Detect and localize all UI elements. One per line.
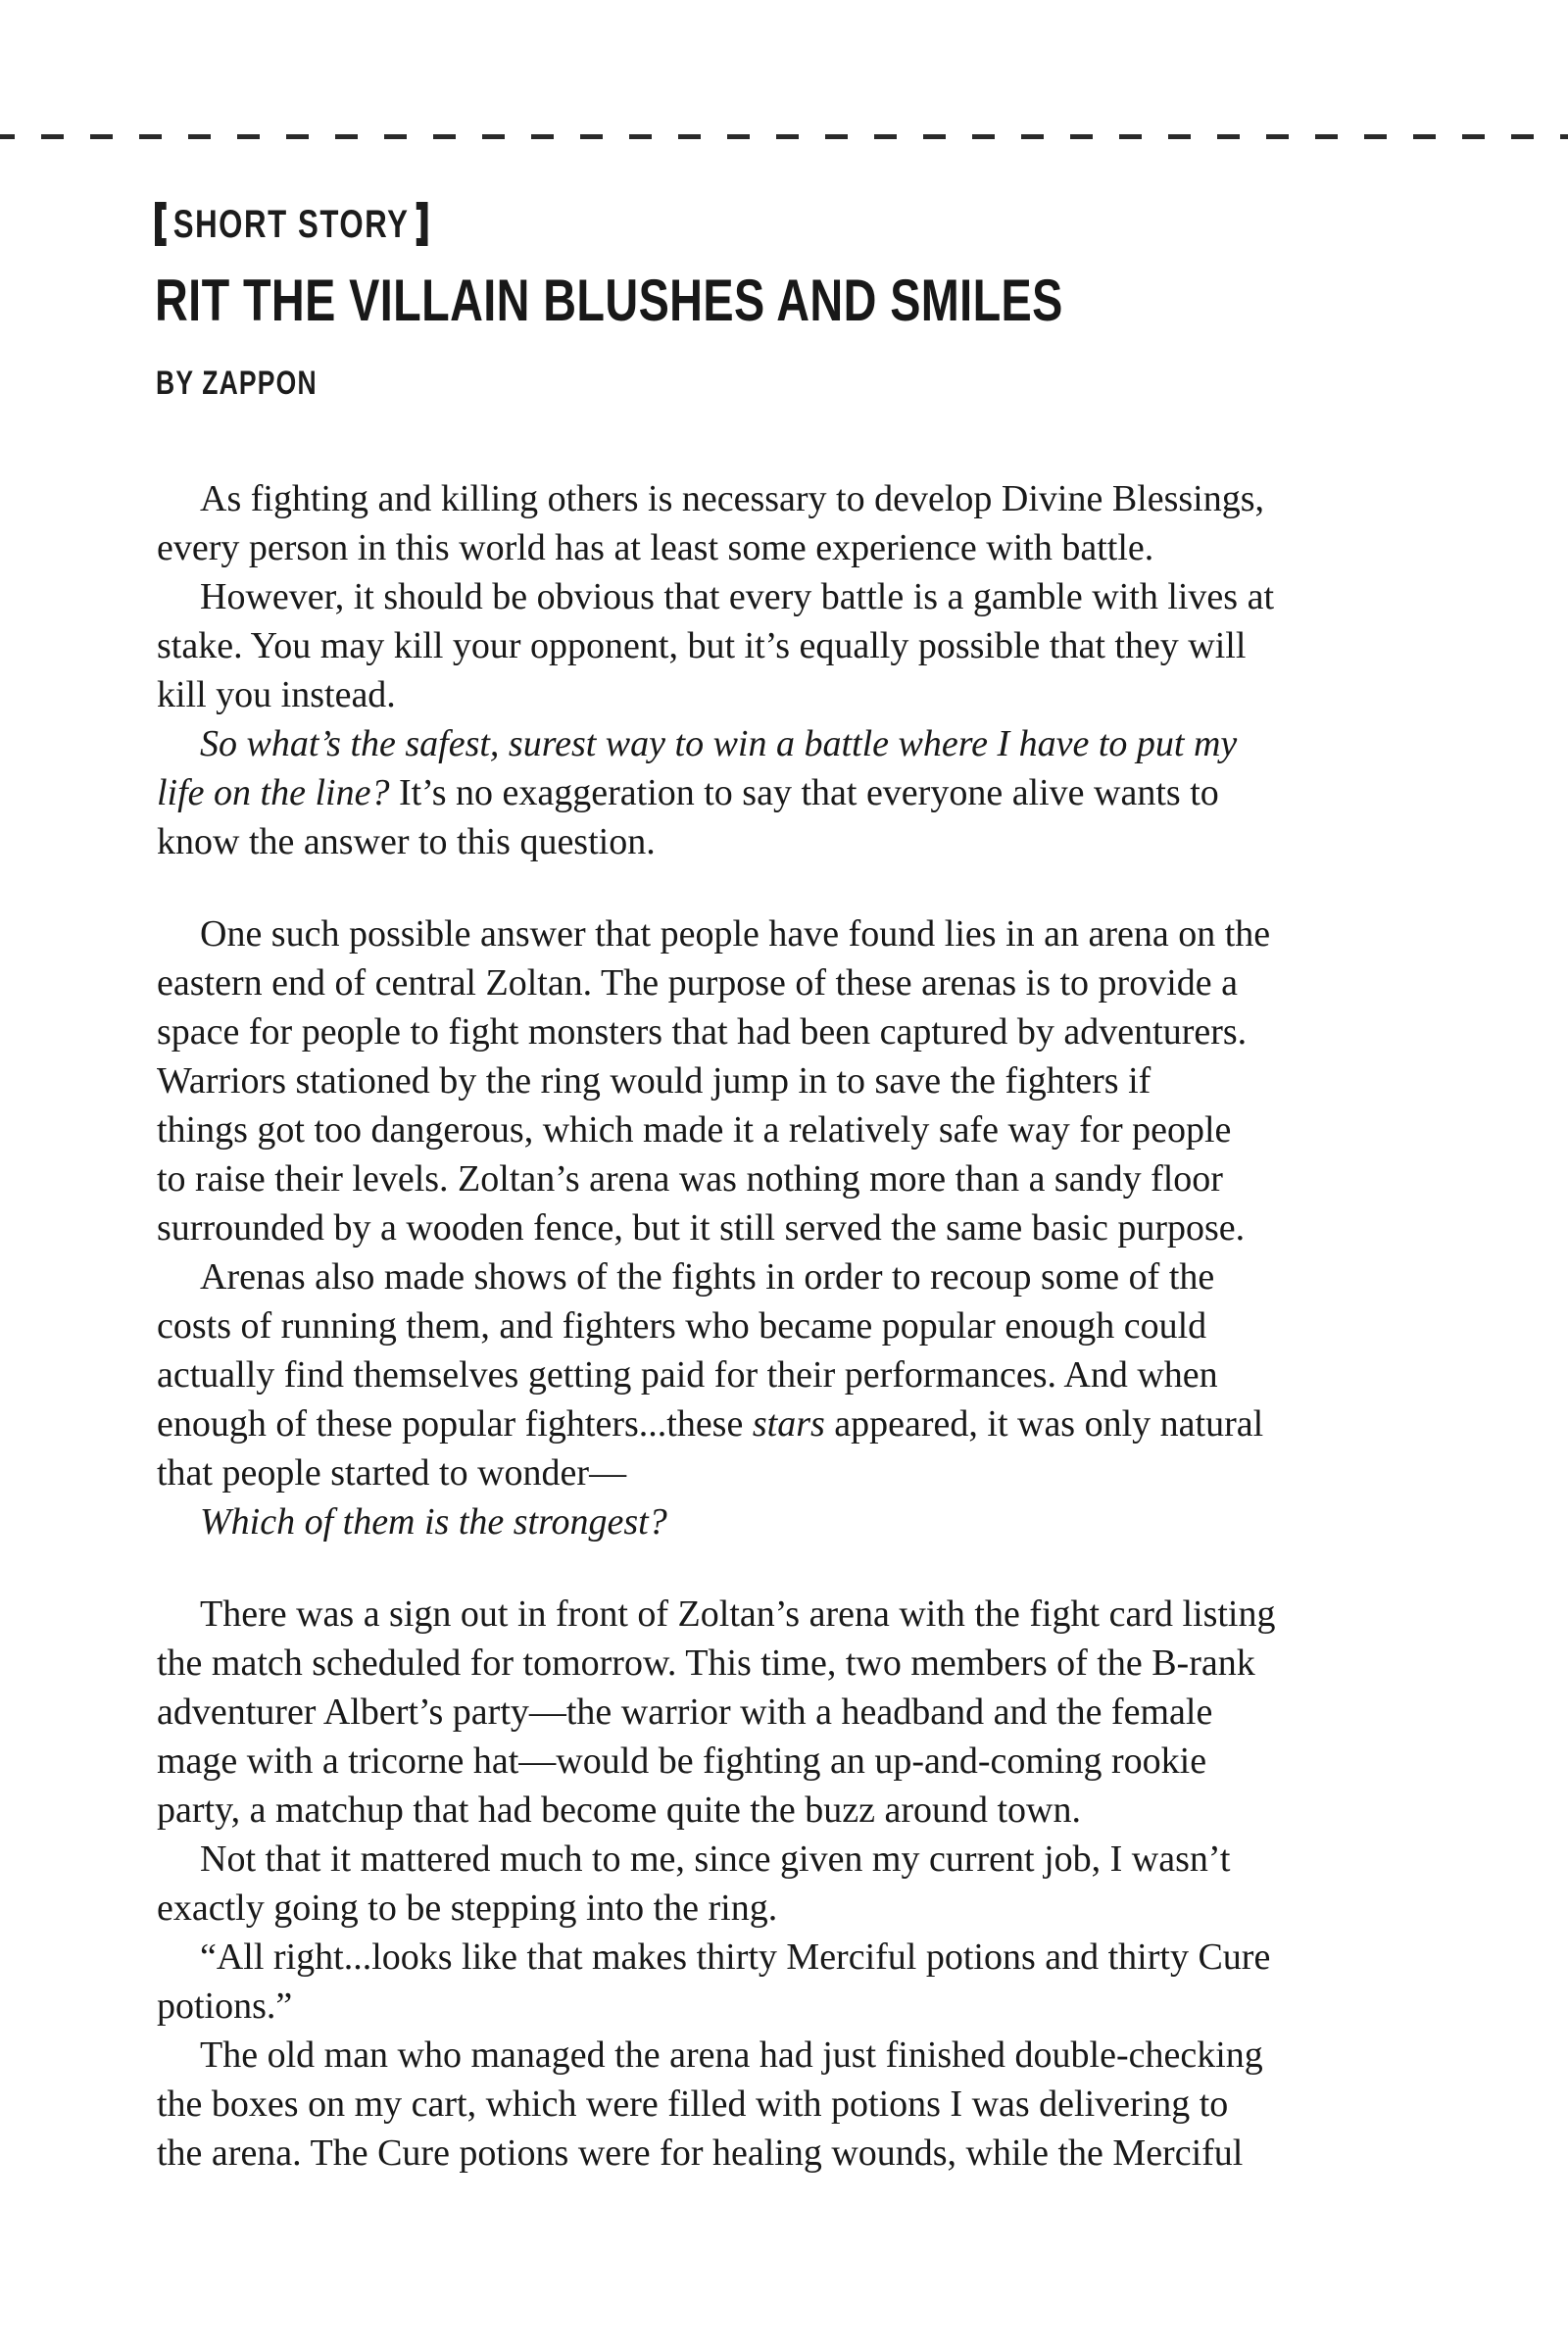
story-line: So what’s the safest, surest way to win a battle where I have to put my bbox=[200, 723, 1238, 764]
story-line: Arenas also made shows of the fights in order to recoup some of the bbox=[200, 1256, 1215, 1298]
story-line: There was a sign out in front of Zoltan’s arena with the fight card listing bbox=[200, 1593, 1276, 1635]
story-line: party, a matchup that had become quite the buzz around town. bbox=[157, 1789, 1081, 1831]
story-line: One such possible answer that people have found lies in an arena on the bbox=[200, 913, 1271, 955]
story-line: exactly going to be stepping into the ring. bbox=[157, 1887, 778, 1929]
story-line: stake. You may kill your opponent, but it’s equally possible that they will bbox=[157, 625, 1247, 666]
story-line: adventurer Albert’s party—the warrior with a headband and the female bbox=[157, 1691, 1213, 1733]
story-line: the match scheduled for tomorrow. This time, two members of the B-rank bbox=[157, 1642, 1255, 1684]
story-line: things got too dangerous, which made it a relatively safe way for people bbox=[157, 1109, 1232, 1151]
story-line: potions.” bbox=[157, 1985, 293, 2027]
story-line: Not that it mattered much to me, since given my current job, I wasn’t bbox=[200, 1838, 1231, 1880]
story-line: the boxes on my cart, which were filled with potions I was delivering to bbox=[157, 2083, 1229, 2125]
story-line: to raise their levels. Zoltan’s arena was nothing more than a sandy floor bbox=[157, 1158, 1223, 1200]
byline: BY ZAPPON bbox=[156, 365, 318, 402]
story-line: mage with a tricorne hat—would be fighting an up-and-coming rookie bbox=[157, 1740, 1207, 1782]
story-title: RIT THE VILLAIN BLUSHES AND SMILES bbox=[155, 268, 1063, 333]
story-line: the arena. The Cure potions were for healing wounds, while the Merciful bbox=[157, 2132, 1244, 2174]
story-line: However, it should be obvious that every battle is a gamble with lives at bbox=[200, 576, 1275, 617]
story-line: “All right...looks like that makes thirty Merciful potions and thirty Cure bbox=[200, 1936, 1271, 1978]
section-label-text: SHORT STORY bbox=[172, 202, 410, 246]
story-line: that people started to wonder— bbox=[157, 1452, 627, 1494]
story-line: eastern end of central Zoltan. The purpose of these arenas is to provide a bbox=[157, 962, 1239, 1004]
story-line: The old man who managed the arena had just finished double-checking bbox=[200, 2034, 1263, 2076]
story-line: kill you instead. bbox=[157, 674, 396, 715]
story-line: know the answer to this question. bbox=[157, 821, 656, 862]
story-line: As fighting and killing others is necessary to develop Divine Blessings, bbox=[200, 478, 1265, 519]
story-line: enough of these popular fighters...these stars appeared, it was only natural bbox=[157, 1403, 1264, 1445]
story-line: costs of running them, and fighters who became popular enough could bbox=[157, 1305, 1207, 1347]
dashed-divider bbox=[0, 134, 1568, 139]
section-label bbox=[155, 202, 427, 246]
story-body bbox=[157, 474, 1431, 2178]
lenticular-bracket-right-icon bbox=[416, 202, 428, 246]
story-line: Warriors stationed by the ring would jump in to save the fighters if bbox=[157, 1060, 1152, 1102]
story-line: every person in this world has at least some experience with battle. bbox=[157, 527, 1154, 568]
story-line: Which of them is the strongest? bbox=[200, 1501, 667, 1543]
story-line: life on the line? It’s no exaggeration to say that everyone alive wants to bbox=[157, 772, 1219, 813]
lenticular-bracket-left-icon bbox=[155, 202, 167, 246]
story-line: space for people to fight monsters that had been captured by adventurers. bbox=[157, 1011, 1248, 1053]
story-line: actually find themselves getting paid for their performances. And when bbox=[157, 1354, 1218, 1396]
story-line: surrounded by a wooden fence, but it still served the same basic purpose. bbox=[157, 1207, 1246, 1249]
